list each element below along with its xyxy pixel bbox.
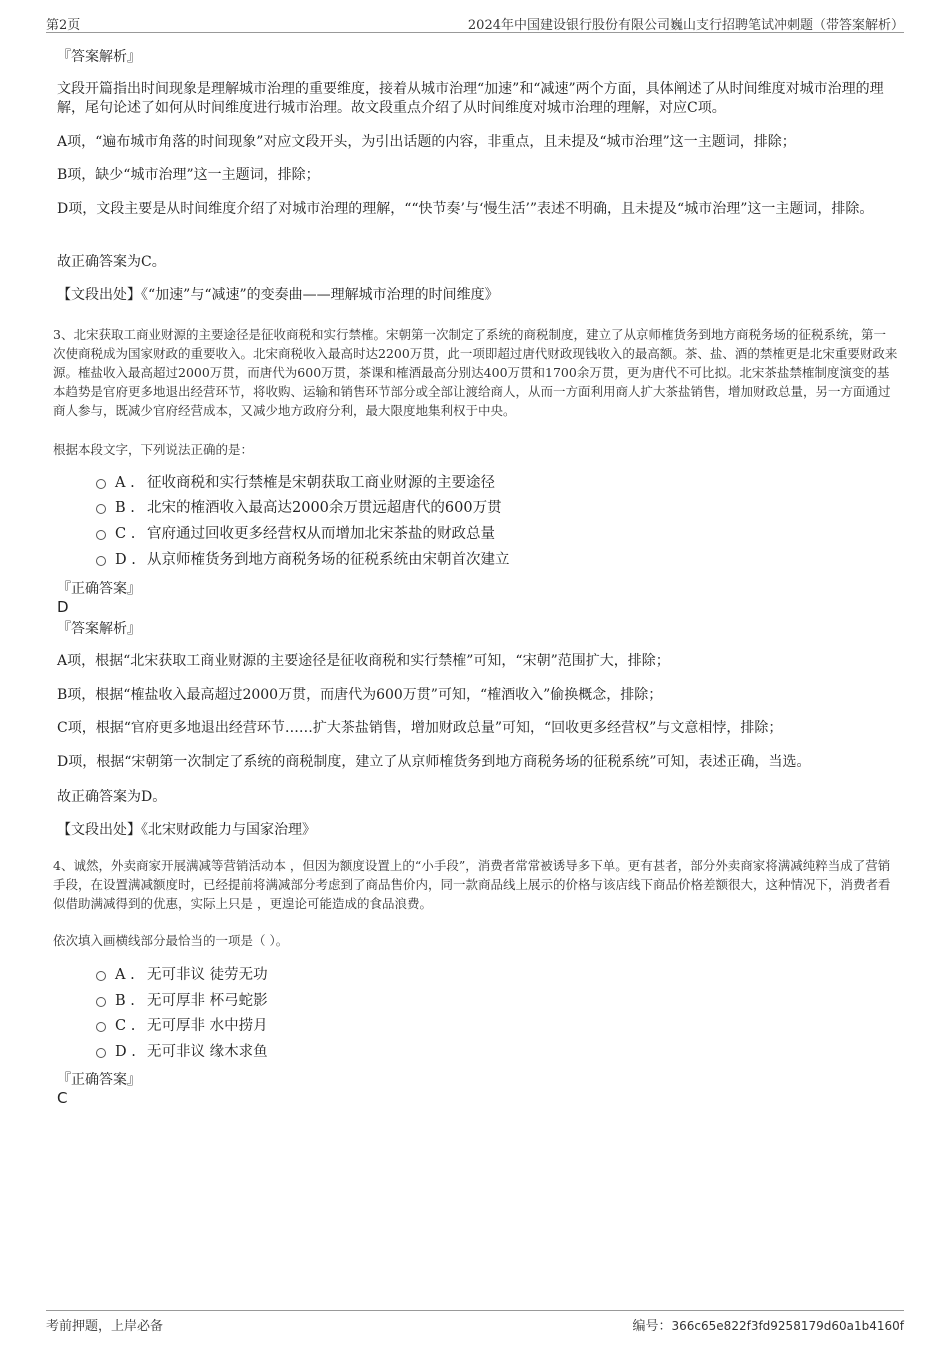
q2-analysis-d: D项，文段主要是从时间维度介绍了对城市治理的理解，““快节奏’与‘慢生活’”表述不明确，且未提及“城市治理”这一主题词，排除。 [57, 201, 874, 217]
q3-analysis-a: A项，根据“北宋获取工商业财源的主要途径是征收商税和实行禁榷”可知，“宋朝”范围扩大，排除； [57, 653, 670, 669]
q3-answer-label: 『正确答案』 [57, 581, 141, 597]
q3-option-c[interactable]: C . 官府通过回收更多经营权从而增加北宋茶盐的财政总量 [96, 524, 495, 544]
radio-icon[interactable] [96, 997, 106, 1007]
q3-analysis-b: B项，根据“榷盐收入最高超过2000万贯，而唐代为600万贯”可知，“榷酒收入”偷换概念，排除； [57, 687, 663, 703]
document-code: 编号：366c65e822f3fd9258179d60a1b4160f [632, 1319, 904, 1334]
q4-answer: C [57, 1089, 68, 1107]
page-header [46, 14, 904, 33]
q4-option-d[interactable]: D . 无可非议 缘木求鱼 [96, 1042, 268, 1062]
q3-analysis-label: 『答案解析』 [57, 621, 141, 637]
q2-analysis-b: B项，缺少“城市治理”这一主题词，排除； [57, 167, 320, 183]
radio-icon[interactable] [96, 530, 106, 540]
radio-icon[interactable] [96, 971, 106, 981]
radio-icon[interactable] [96, 556, 106, 566]
q4-option-c[interactable]: C . 无可厚非 水中捞月 [96, 1016, 268, 1036]
q3-conclusion: 故正确答案为D。 [57, 789, 167, 805]
q4-answer-label: 『正确答案』 [57, 1072, 141, 1088]
q4-option-b[interactable]: B . 无可厚非 杯弓蛇影 [96, 991, 268, 1011]
q3-analysis-d: D项，根据“宋朝第一次制定了系统的商税制度，建立了从京师榷货务到地方商税务场的征税系统”可知，表述正确，当选。 [57, 754, 811, 770]
q4-prompt: 依次填入画横线部分最恰当的一项是（ ）。 [53, 933, 289, 948]
page-footer [46, 1310, 904, 1333]
q3-source: 【文段出处】《北宋财政能力与国家治理》 [57, 822, 316, 838]
q4-passage: 4、诚然，外卖商家开展满减等营销活动本 ，但因为额度设置上的“小手段”，消费者常常被诱导多下单。更有甚者，部分外卖商家将满减纯粹当成了营销手段，在设置满减额度时，已经提前将满减部分考虑到了商品售价内，同一款商品线上展示的价格与该店线下商品价格差额很大，这种情况下，消费者看似借助满减得到的优惠，实际上只是 ，更遑论可能造成的食品浪费。 [53, 858, 891, 911]
document-title: 2024年中国建设银行股份有限公司巍山支行招聘笔试冲刺题（带答案解析） [467, 18, 904, 33]
page-number: 第2页 [46, 18, 81, 33]
footer-slogan: 考前押题，上岸必备 [46, 1319, 164, 1334]
q3-analysis-c: C项，根据“官府更多地退出经营环节……扩大茶盐销售，增加财政总量”可知，“回收更多经营权”与文意相悖，排除； [57, 720, 783, 736]
q4-option-a[interactable]: A . 无可非议 徒劳无功 [96, 965, 268, 985]
radio-icon[interactable] [96, 479, 106, 489]
radio-icon[interactable] [96, 504, 106, 514]
q3-prompt: 根据本段文字，下列说法正确的是： [53, 442, 254, 457]
q2-analysis-a: A项，“遍布城市角落的时间现象”对应文段开头，为引出话题的内容，非重点，且未提及“城市治理”这一主题词，排除； [57, 134, 796, 150]
radio-icon[interactable] [96, 1048, 106, 1058]
q3-option-a[interactable]: A . 征收商税和实行禁榷是宋朝获取工商业财源的主要途径 [96, 473, 495, 493]
radio-icon[interactable] [96, 1022, 106, 1032]
q2-source: 【文段出处】《“加速”与“减速”的变奏曲——理解城市治理的时间维度》 [57, 287, 499, 303]
q3-passage: 3、北宋获取工商业财源的主要途径是征收商税和实行禁榷。宋朝第一次制定了系统的商税制度，建立了从京师榷货务到地方商税务场的征税系统，第一次使商税成为国家财政的重要收入。北宋商税收入最高时达2200万贯，此一项即超过唐代财政现钱收入的最高额。茶、盐、酒的禁榷更是北宋重要财政来源。榷盐收入最高超过2000万贯，而唐代为600万贯，茶课和榷酒最高分别达400万贯和1700余万贯，更为唐代不可比拟。北宋茶盐禁榷制度演变的基本趋势是官府更多地退出经营环节，将收购、运输和销售环节部分或全部让渡给商人，从而一方面利用商人扩大茶盐销售，增加财政总量，另一方面通过商人参与，既减少官府经营成本，又减少地方政府分利，最大限度地集利权于中央。 [53, 327, 898, 418]
q2-analysis-main: 文段开篇指出时间现象是理解城市治理的重要维度，接着从城市治理“加速”和“减速”两个方面，具体阐述了从时间维度对城市治理的理解，尾句论述了如何从时间维度进行城市治理。故文段重点介绍了从时间维度对城市治理的理解，对应C项。 [57, 81, 884, 116]
q2-conclusion: 故正确答案为C。 [57, 254, 166, 270]
q3-option-d[interactable]: D . 从京师榷货务到地方商税务场的征税系统由宋朝首次建立 [96, 550, 510, 570]
q3-answer: D [57, 598, 69, 616]
q2-analysis-label: 『答案解析』 [57, 49, 141, 65]
q3-option-b[interactable]: B . 北宋的榷酒收入最高达2000余万贯远超唐代的600万贯 [96, 498, 502, 518]
